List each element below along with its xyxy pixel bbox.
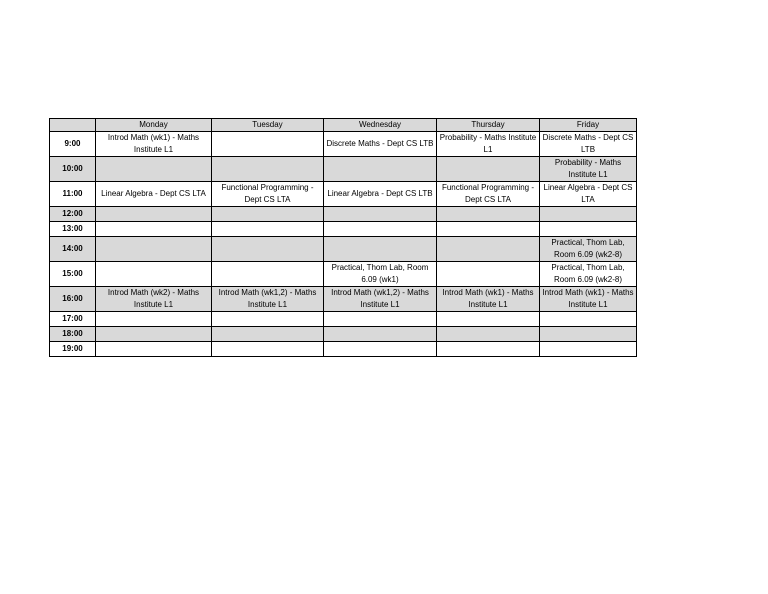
time-label: 9:00 xyxy=(50,132,96,157)
time-label: 15:00 xyxy=(50,262,96,287)
table-row xyxy=(50,312,637,327)
timetable xyxy=(49,118,637,357)
table-cell xyxy=(212,342,324,357)
time-label: 19:00 xyxy=(50,342,96,357)
time-label: 11:00 xyxy=(50,182,96,207)
table-cell xyxy=(437,327,540,342)
table-row xyxy=(50,182,637,207)
table-cell: Linear Algebra - Dept CS LTB xyxy=(324,182,437,207)
table-cell xyxy=(96,312,212,327)
table-cell xyxy=(437,312,540,327)
table-cell xyxy=(212,157,324,182)
table-cell xyxy=(212,207,324,222)
header-thursday: Thursday xyxy=(437,119,540,132)
header-tuesday: Tuesday xyxy=(212,119,324,132)
table-cell xyxy=(324,207,437,222)
table-row xyxy=(50,157,637,182)
table-cell xyxy=(324,327,437,342)
time-label: 12:00 xyxy=(50,207,96,222)
table-cell xyxy=(324,157,437,182)
table-cell xyxy=(437,157,540,182)
header-row xyxy=(50,119,637,132)
table-cell xyxy=(212,312,324,327)
table-row xyxy=(50,262,637,287)
table-cell: Practical, Thom Lab, Room 6.09 (wk2-8) xyxy=(540,262,637,287)
table-cell: Functional Programming - Dept CS LTA xyxy=(212,182,324,207)
table-cell xyxy=(540,327,637,342)
table-cell: Linear Algebra - Dept CS LTA xyxy=(540,182,637,207)
table-row xyxy=(50,132,637,157)
table-cell xyxy=(437,237,540,262)
table-cell xyxy=(324,237,437,262)
table-cell xyxy=(96,342,212,357)
table-cell: Introd Math (wk1,2) - Maths Institute L1 xyxy=(212,287,324,312)
header-monday: Monday xyxy=(96,119,212,132)
table-cell xyxy=(212,237,324,262)
time-label: 14:00 xyxy=(50,237,96,262)
table-cell: Probability - Maths Institute L1 xyxy=(540,157,637,182)
table-cell xyxy=(437,222,540,237)
table-cell: Introd Math (wk1) - Maths Institute L1 xyxy=(437,287,540,312)
table-cell: Functional Programming - Dept CS LTA xyxy=(437,182,540,207)
table-cell xyxy=(96,262,212,287)
table-cell: Linear Algebra - Dept CS LTA xyxy=(96,182,212,207)
table-cell xyxy=(437,342,540,357)
table-cell xyxy=(437,262,540,287)
table-cell xyxy=(212,222,324,237)
time-label: 13:00 xyxy=(50,222,96,237)
table-cell xyxy=(324,222,437,237)
time-label: 16:00 xyxy=(50,287,96,312)
table-cell: Practical, Thom Lab, Room 6.09 (wk1) xyxy=(324,262,437,287)
table-cell: Introd Math (wk2) - Maths Institute L1 xyxy=(96,287,212,312)
table-cell xyxy=(96,157,212,182)
table-cell xyxy=(96,237,212,262)
table-cell: Introd Math (wk1) - Maths Institute L1 xyxy=(540,287,637,312)
table-cell: Introd Math (wk1) - Maths Institute L1 xyxy=(96,132,212,157)
table-cell xyxy=(96,207,212,222)
table-row xyxy=(50,342,637,357)
table-row xyxy=(50,237,637,262)
time-label: 18:00 xyxy=(50,327,96,342)
table-row xyxy=(50,222,637,237)
table-cell xyxy=(324,342,437,357)
table-cell: Introd Math (wk1,2) - Maths Institute L1 xyxy=(324,287,437,312)
table-row xyxy=(50,207,637,222)
table-cell: Probability - Maths Institute L1 xyxy=(437,132,540,157)
table-cell xyxy=(212,132,324,157)
time-label: 17:00 xyxy=(50,312,96,327)
table-cell xyxy=(96,222,212,237)
table-cell: Discrete Maths - Dept CS LTB xyxy=(324,132,437,157)
table-cell xyxy=(540,342,637,357)
table-cell xyxy=(540,312,637,327)
table-cell xyxy=(212,327,324,342)
table-cell xyxy=(324,312,437,327)
table-row xyxy=(50,287,637,312)
table-cell xyxy=(437,207,540,222)
table-cell xyxy=(212,262,324,287)
table-cell xyxy=(540,222,637,237)
time-label: 10:00 xyxy=(50,157,96,182)
table-cell: Discrete Maths - Dept CS LTB xyxy=(540,132,637,157)
header-friday: Friday xyxy=(540,119,637,132)
table-cell: Practical, Thom Lab, Room 6.09 (wk2-8) xyxy=(540,237,637,262)
table-cell xyxy=(540,207,637,222)
header-corner xyxy=(50,119,96,132)
header-wednesday: Wednesday xyxy=(324,119,437,132)
table-row xyxy=(50,327,637,342)
table-cell xyxy=(96,327,212,342)
